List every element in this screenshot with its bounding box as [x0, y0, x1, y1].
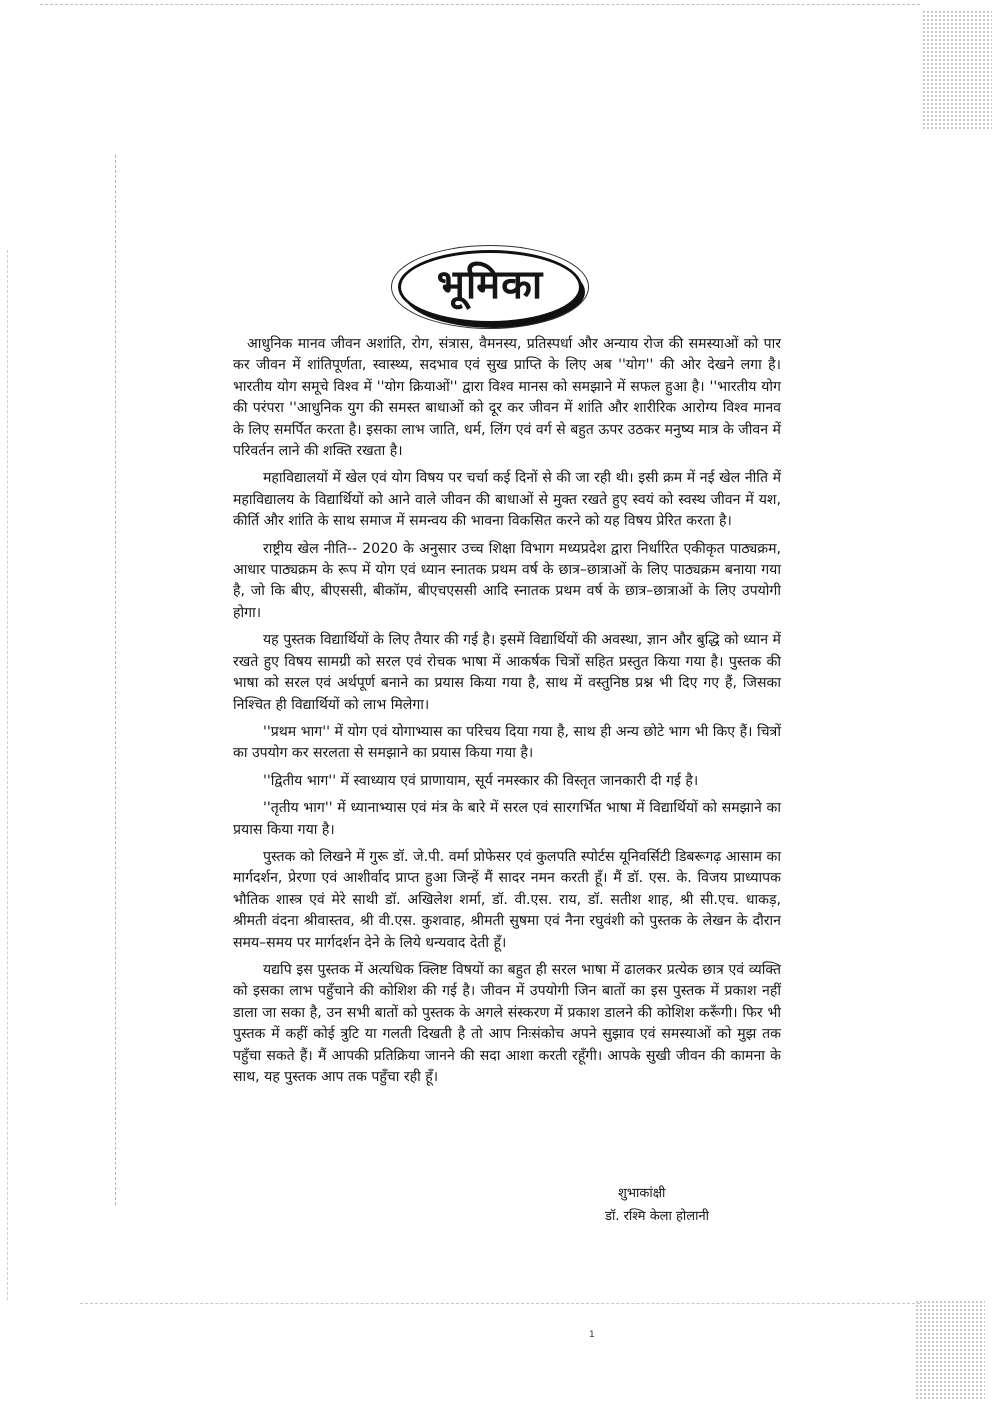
paragraph: ''तृतीय भाग'' में ध्यानाभ्यास एवं मंत्र के बारे में सरल एवं सारगर्भित भाषा में विद्यार्थियों को समझाने का प्रयास किया गया है। [233, 800, 781, 838]
scan-noise-top-right [922, 10, 992, 130]
signature-name: डॉ. रश्मि केला होलानी [605, 1209, 710, 1224]
scan-edge-left [115, 155, 116, 1205]
paragraph: यद्यपि इस पुस्तक में अत्यधिक क्लिष्ट विषयों का बहुत ही सरल भाषा में ढालकर प्रत्येक छात्र एवं व्यक्ति को इसका लाभ पहुँचाने की कोशिश की गई है। जीवन में उपयोगी जिन बातों का इस पुस्तक में प्रकाश नहीं डाला जा सका है, उन सभी बातों को पुस्तक के अगले संस्करण में प्रकाश डालने की कोशिश करूँगी। फिर भी पुस्तक में कहीं कोई त्रुटि या गलती दिखती है तो आप निःसंकोच अपने सुझाव एवं समस्याओं को मुझ तक पहुँचा सकते हैं। मैं आपकी प्रतिक्रिया जानने की सदा आशा करती रहूँगी। आपके सुखी जीवन की कामना के साथ, यह पुस्तक आप तक पहुँचा रही हूँ। [233, 961, 781, 1085]
paragraph: यह पुस्तक विद्यार्थियों के लिए तैयार की गई है। इसमें विद्यार्थियों की अवस्था, ज्ञान और बुद्धि को ध्यान में रखते हुए विषय सामग्री को सरल एवं रोचक भाषा में आकर्षक चित्रों सहित प्रस्तुत किया गया है। पुस्तक की भाषा को सरल एवं अर्थपूर्ण बनाने का प्रयास किया गया है, साथ में वस्तुनिष्ठ प्रश्न भी दिए गए हैं, जिसका निश्चित ही विद्यार्थियों को लाभ मिलेगा। [233, 632, 781, 713]
paragraph: महाविद्यालयों में खेल एवं योग विषय पर चर्चा कई दिनों से की जा रही थी। इसी क्रम में नई खेल नीति में महाविद्यालय के विद्यार्थियों को आने वाले जीवन की बाधाओं से मुक्त रखते हुए स्वयं को स्वस्थ जीवन में यश, कीर्ति और शांति के साथ समाज में समन्वय की भावना विकसित करने को यह विषय प्रेरित करता है। [233, 470, 781, 530]
title-badge [398, 250, 582, 324]
paragraph: पुस्तक को लिखने में गुरू डॉ. जे.पी. वर्मा प्रोफेसर एवं कुलपति स्पोर्टस यूनिवर्सिटी डिबरूगढ़ आसाम का मार्गदर्शन, प्रेरणा एवं आशीर्वाद प्राप्त हुआ जिन्हें मैं सादर नमन करती हूँ। मैं डॉ. एस. के. विजय प्राध्यापक भौतिक शास्त्र एवं मेरे साथी डॉ. अखिलेश शर्मा, डॉ. वी.एस. राय, डॉ. सतीश शाह, श्री सी.एच. धाकड़, श्रीमती वंदना श्रीवास्तव, श्री वी.एस. कुशवाह, श्रीमती सुषमा एवं नैना रघुवंशी को पुस्तक के लेखन के दौरान समय–समय पर मार्गदर्शन देने के लिये धन्यवाद देती हूँ। [233, 848, 781, 951]
signature-closing: शुभाकांक्षी [618, 1186, 666, 1201]
preface-body [233, 334, 781, 1094]
paragraph: आधुनिक मानव जीवन अशांति, रोग, संत्रास, वैमनस्य, प्रतिस्पर्धा और अन्याय रोज की समस्याओं को पार कर जीवन में शांतिपूर्णता, स्वास्थ्य, सदभाव एवं सुख प्राप्ति के लिए अब ''योग'' की ओर देखने लगा है। भारतीय योग समूचे विश्व में ''योग क्रियाओं'' द्वारा विश्व मानस को समझाने में सफल हुआ है। ''भारतीय योग की परंपरा ''आधुनिक युग की समस्त बाधाओं को दूर कर जीवन में शांति और शारीरिक आरोग्य विश्व मानव के लिए समर्पित करता है। इसका लाभ जाति, धर्म, लिंग एवं वर्ग से बहुत ऊपर उठकर मनुष्य मात्र के जीवन में परिवर्तन लाने की शक्ति रखता है। [233, 336, 781, 460]
page-number: 1 [589, 1330, 595, 1340]
paragraph: ''द्वितीय भाग'' में स्वाध्याय एवं प्राणायाम, सूर्य नमस्कार की विस्तृत जानकारी दी गई है। [263, 772, 699, 789]
paragraph: राष्ट्रीय खेल नीति-- 2020 के अनुसार उच्च शिक्षा विभाग मध्यप्रदेश द्वारा निर्धारित एकीकृत पाठ्यक्रम, आधार पाठ्यक्रम के रूप में योग एवं ध्यान स्नातक प्रथम वर्ष के छात्र–छात्राओं के लिए पाठ्यक्रम बनाया गया है, जो कि बीए, बीएससी, बीकॉम, बीएचएससी आदि स्नातक प्रथम वर्ष के छात्र–छात्राओं के लिए उपयोगी होगा। [233, 540, 781, 621]
scan-edge-margin [7, 250, 8, 1300]
page-title: भूमिका [436, 261, 544, 308]
scan-noise-bottom-right [915, 1300, 985, 1400]
scan-edge-bottom [80, 1303, 920, 1304]
paragraph: ''प्रथम भाग'' में योग एवं योगाभ्यास का परिचय दिया गया है, साथ ही अन्य छोटे भाग भी किए हैं। चित्रों का उपयोग कर सरलता से समझाने का प्रयास किया गया है। [233, 723, 781, 762]
scan-edge-top [40, 4, 920, 5]
